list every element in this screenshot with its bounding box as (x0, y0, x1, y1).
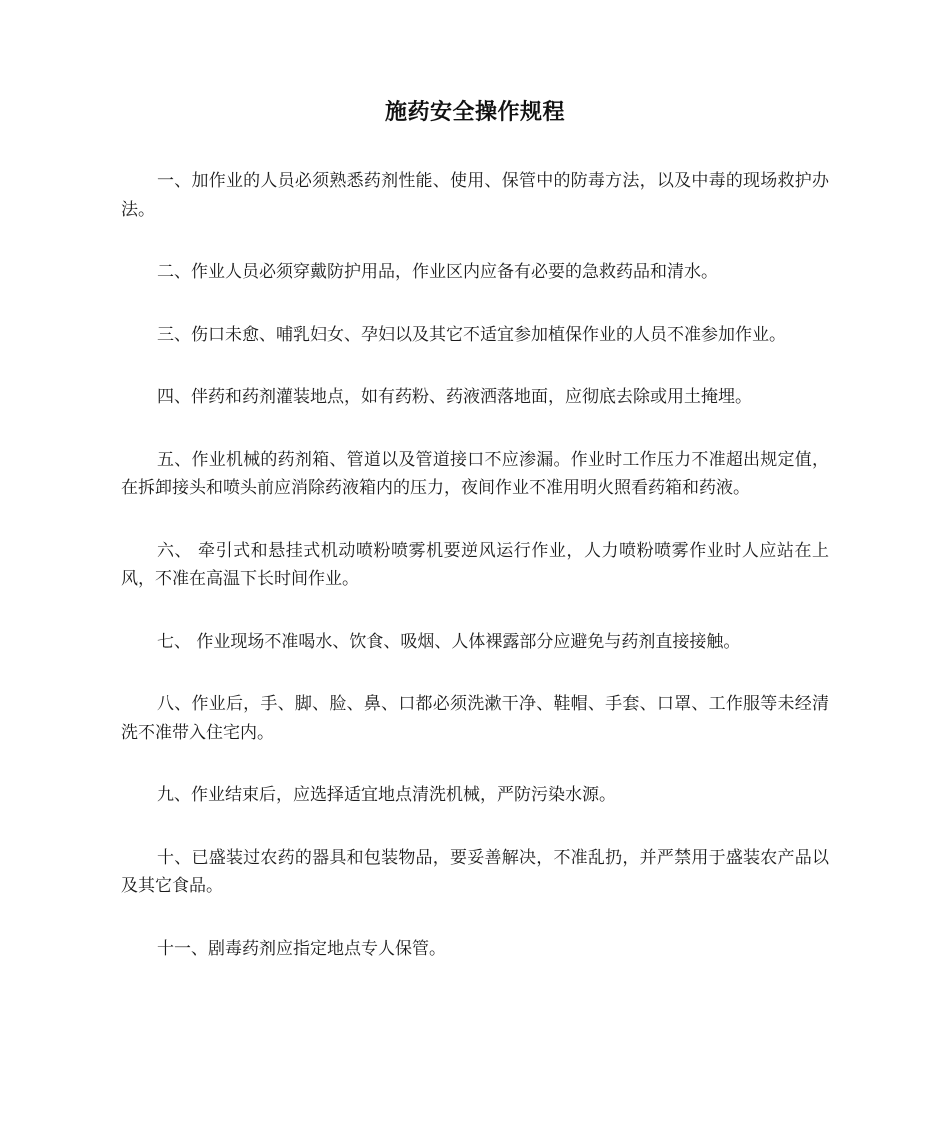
document-title: 施药安全操作规程 (384, 100, 565, 125)
paragraph-10: 十、已盛装过农药的器具和包装物品，要妥善解决，不准乱扔，并严禁用于盛装农产品以及其它食品。 (121, 847, 829, 896)
paragraph-5: 五、作业机械的药剂箱、管道以及管道接口不应渗漏。作业时工作压力不准超出规定值，在拆卸接头和喷头前应消除药液箱内的压力，夜间作业不准用明火照看药箱和药液。 (121, 449, 829, 498)
paragraph-8: 八、作业后，手、脚、脸、鼻、口都必须洗漱干净、鞋帽、手套、口罩、工作服等未经清洗不准带入住宅内。 (121, 694, 829, 743)
paragraph-6: 六、 牵引式和悬挂式机动喷粉喷雾机要逆风运行作业，人力喷粉喷雾作业时人应站在上风，不准在高温下长时间作业。 (121, 540, 829, 589)
paragraph-11: 十一、剧毒药剂应指定地点专人保管。 (157, 938, 446, 959)
paragraph-7: 七、 作业现场不准喝水、饮食、吸烟、人体裸露部分应避免与药剂直接接触。 (157, 631, 741, 652)
paragraph-2: 二、作业人员必须穿戴防护用品，作业区内应备有必要的急救药品和清水。 (157, 262, 718, 282)
paragraph-4: 四、伴药和药剂灌装地点，如有药粉、药液洒落地面，应彻底去除或用土掩埋。 (157, 387, 752, 407)
paragraph-3: 三、伤口未愈、哺乳妇女、孕妇以及其它不适宜参加植保作业的人员不准参加作业。 (157, 324, 786, 345)
paragraph-1: 一、加作业的人员必须熟悉药剂性能、使用、保管中的防毒方法，以及中毒的现场救护办法。 (121, 171, 829, 220)
document-body (121, 167, 829, 997)
paragraph-9: 九、作业结束后，应选择适宜地点清洗机械，严防污染水源。 (157, 785, 616, 805)
